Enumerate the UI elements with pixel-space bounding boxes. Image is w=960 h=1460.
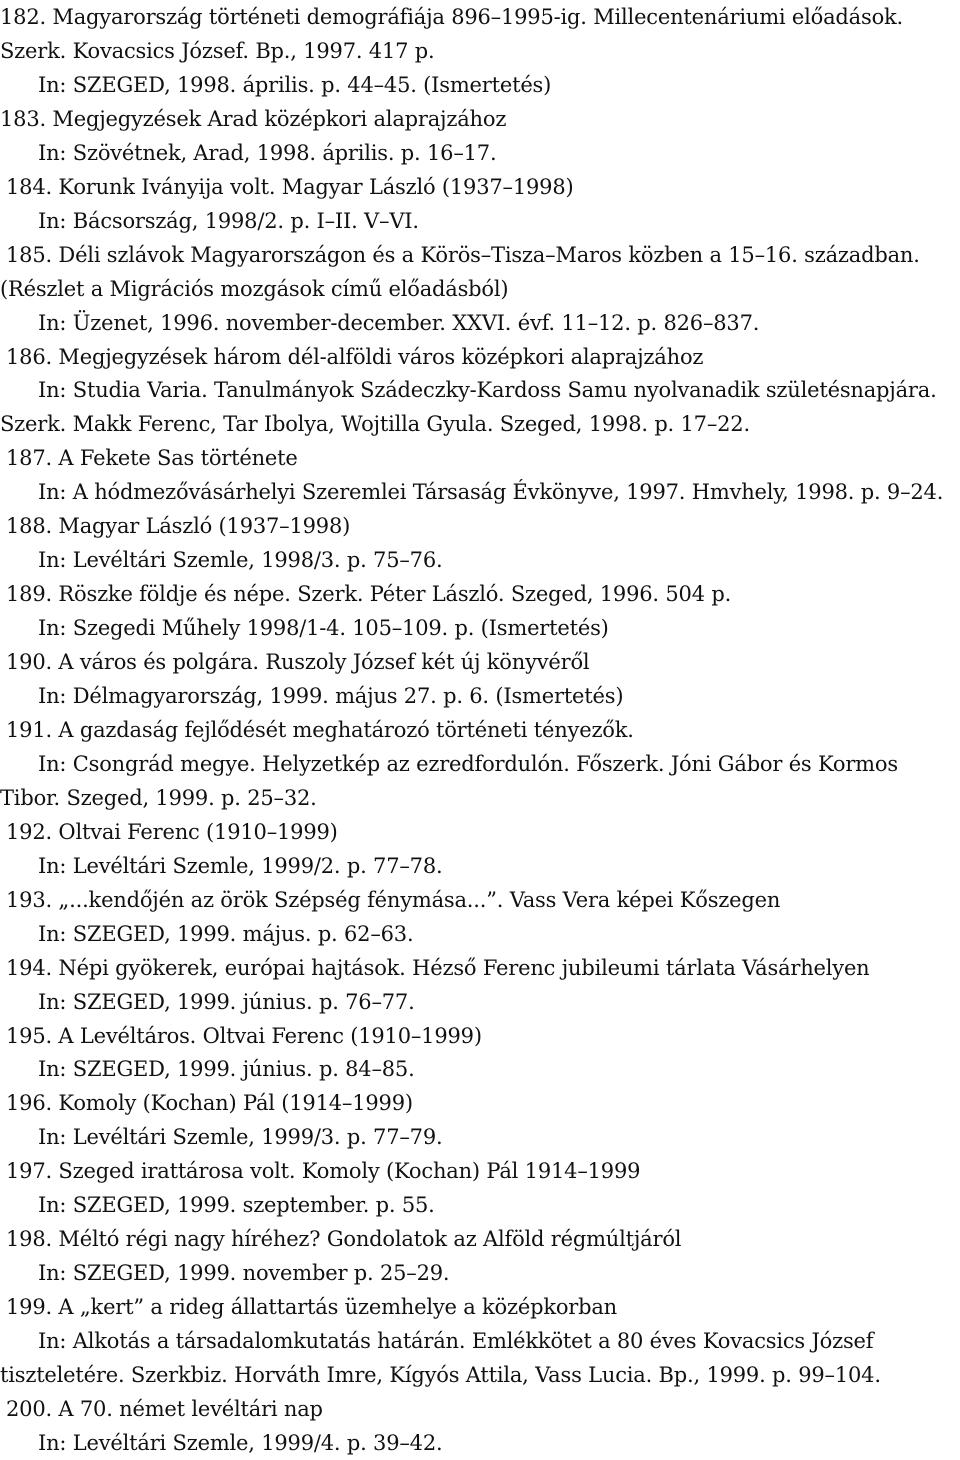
- bibliography-line: 195. A Levéltáros. Oltvai Ferenc (1910–1999): [6, 1023, 482, 1048]
- bibliography-line: 198. Méltó régi nagy híréhez? Gondolatok az Alföld régmúltjáról: [6, 1227, 682, 1252]
- bibliography-line: 188. Magyar László (1937–1998): [6, 514, 351, 539]
- bibliography-line: In: SZEGED, 1998. április. p. 44–45. (Ismertetés): [38, 72, 552, 97]
- bibliography-line: 189. Röszke földje és népe. Szerk. Péter László. Szeged, 1996. 504 p.: [6, 582, 732, 607]
- bibliography-line: 185. Déli szlávok Magyarországon és a Körös–Tisza–Maros közben a 15–16. században.: [6, 242, 920, 267]
- bibliography-line: In: Levéltári Szemle, 1999/4. p. 39–42.: [38, 1430, 443, 1455]
- bibliography-line: In: Levéltári Szemle, 1999/3. p. 77–79.: [38, 1125, 443, 1150]
- bibliography-line: 199. A „kert” a rideg állattartás üzemhelye a középkorban: [6, 1295, 618, 1320]
- bibliography-line: In: Studia Varia. Tanulmányok Szádeczky-Kardoss Samu nyolvanadik születésnapjára.: [38, 378, 937, 403]
- bibliography-line: In: Üzenet, 1996. november-december. XXVI. évf. 11–12. p. 826–837.: [38, 310, 760, 335]
- bibliography-line: In: Szegedi Műhely 1998/1-4. 105–109. p. (Ismertetés): [38, 616, 609, 641]
- bibliography-line: 194. Népi gyökerek, európai hajtások. Hézső Ferenc jubileumi tárlata Vásárhelyen: [6, 955, 870, 980]
- bibliography-line: In: A hódmezővásárhelyi Szeremlei Társaság Évkönyve, 1997. Hmvhely, 1998. p. 9–24.: [38, 480, 944, 505]
- bibliography-line: 184. Korunk Iványija volt. Magyar László (1937–1998): [6, 174, 574, 199]
- bibliography-line: 190. A város és polgára. Ruszoly József két új könyvéről: [6, 650, 590, 675]
- bibliography-line: 182. Magyarország történeti demográfiája 896–1995-ig. Millecentenáriumi előadások.: [0, 5, 904, 29]
- bibliography-line: In: Csongrád megye. Helyzetkép az ezredfordulón. Főszerk. Jóni Gábor és Kormos: [38, 751, 898, 776]
- bibliography-line: 200. A 70. német levéltári nap: [6, 1396, 323, 1421]
- bibliography-line: In: SZEGED, 1999. szeptember. p. 55.: [38, 1193, 435, 1218]
- bibliography-line: In: Levéltári Szemle, 1998/3. p. 75–76.: [38, 548, 443, 573]
- bibliography-line: 192. Oltvai Ferenc (1910–1999): [6, 819, 338, 844]
- bibliography-line: In: SZEGED, 1999. november p. 25–29.: [38, 1261, 450, 1286]
- bibliography-line: 191. A gazdaság fejlődését meghatározó történeti tényezők.: [6, 717, 634, 742]
- bibliography-line: 196. Komoly (Kochan) Pál (1914–1999): [6, 1091, 413, 1116]
- bibliography-line: In: Alkotás a társadalomkutatás határán. Emlékkötet a 80 éves Kovacsics József: [38, 1329, 874, 1354]
- bibliography-line: In: SZEGED, 1999. május. p. 62–63.: [38, 921, 414, 946]
- bibliography-line: In: Szövétnek, Arad, 1998. április. p. 16–17.: [38, 140, 497, 165]
- bibliography-line: 183. Megjegyzések Arad középkori alaprajzához: [0, 106, 507, 131]
- bibliography-line: 186. Megjegyzések három dél-alföldi város középkori alaprajzához: [6, 344, 704, 369]
- bibliography-line: (Részlet a Migrációs mozgások című előadásból): [0, 276, 509, 301]
- bibliography-line: In: SZEGED, 1999. június. p. 84–85.: [38, 1057, 415, 1082]
- bibliography-line: 197. Szeged irattárosa volt. Komoly (Kochan) Pál 1914–1999: [6, 1159, 641, 1184]
- bibliography-line: In: Levéltári Szemle, 1999/2. p. 77–78.: [38, 853, 443, 878]
- bibliography-line: tiszteletére. Szerkbiz. Horváth Imre, Kígyós Attila, Vass Lucia. Bp., 1999. p. 99–104.: [0, 1363, 881, 1387]
- bibliography-line: In: Bácsország, 1998/2. p. I–II. V–VI.: [38, 208, 419, 233]
- bibliography-line: In: Délmagyarország, 1999. május 27. p. 6. (Ismertetés): [38, 684, 624, 708]
- bibliography-line: 187. A Fekete Sas története: [6, 446, 298, 471]
- bibliography-line: Szerk. Makk Ferenc, Tar Ibolya, Wojtilla Gyula. Szeged, 1998. p. 17–22.: [0, 412, 750, 437]
- bibliography-line: 193. „...kendőjén az örök Szépség fénymása...”. Vass Vera képei Kőszegen: [6, 887, 781, 912]
- bibliography-line: Szerk. Kovacsics József. Bp., 1997. 417 p.: [0, 38, 435, 63]
- bibliography-line: In: SZEGED, 1999. június. p. 76–77.: [38, 989, 415, 1014]
- bibliography-line: Tibor. Szeged, 1999. p. 25–32.: [0, 785, 317, 810]
